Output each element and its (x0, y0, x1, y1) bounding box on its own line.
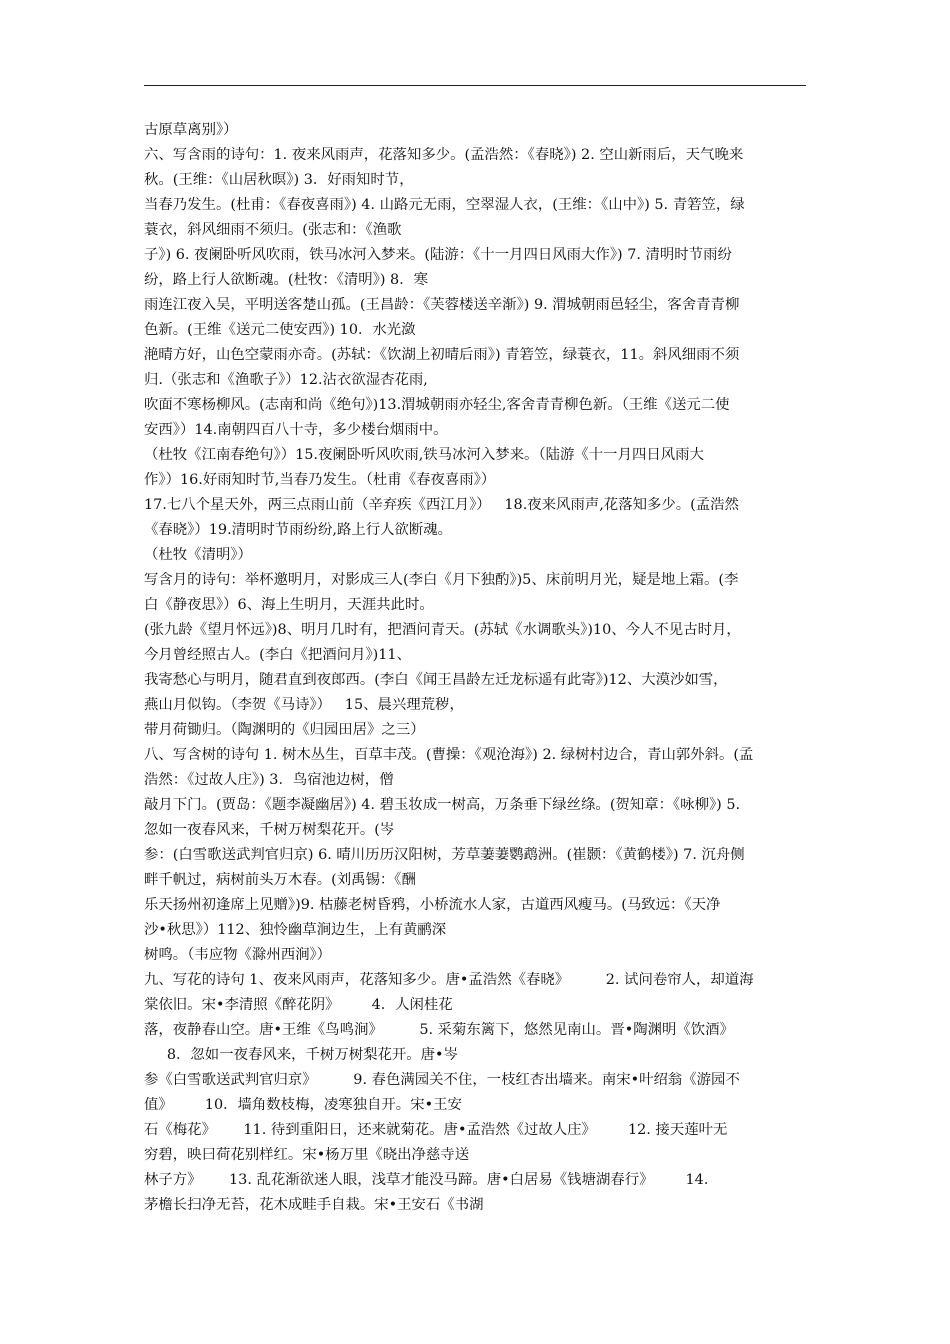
text-line: 乐天扬州初逢席上见赠》)9. 枯藤老树昏鸦，小桥流水人家，古道西风瘦马。(马致远：《天净 (144, 897, 721, 913)
text-line: 六、写含雨的诗句：1. 夜来风雨声，花落知多少。(孟浩然：《春晓》) 2. 空山新雨后，天气晚来 (144, 147, 744, 163)
text-line: 8．忽如一夜春风来，千树万树梨花开。唐•岑 (144, 1047, 458, 1063)
text-line: 今月曾经照古人。(李白《把酒问月》)11、 (144, 647, 411, 663)
text-line: 17.七八个星天外，两三点雨山前（辛弃疾《西江月》） 18.夜来风雨声,花落知多少。(孟浩然 (144, 497, 739, 513)
text-line: 古原草离别》） (144, 122, 238, 138)
text-line: 八、写含树的诗句 1. 树木丛生，百草丰茂。(曹操：《观沧海》) 2. 绿树村边合，青山郭外斜。(孟 (144, 747, 754, 763)
text-line: 沙•秋思》）112、独怜幽草涧边生，上有黄鹂深 (144, 922, 447, 938)
text-line: 九、写花的诗句 1、夜来风雨声，花落知多少。唐•孟浩然《春晓》 2. 试问卷帘人，却道海 (144, 972, 754, 988)
text-line: 忽如一夜春风来，千树万树梨花开。(岑 (144, 822, 395, 838)
text-line: 浩然：《过故人庄》) 3．鸟宿池边树，僧 (144, 772, 394, 788)
header-rule (144, 85, 806, 86)
document-body (144, 118, 808, 1218)
text-line: 写含月的诗句：举杯邀明月，对影成三人(李白《月下独酌》)5、床前明月光，疑是地上霜。(李 (144, 572, 739, 588)
text-line: 当春乃发生。(杜甫：《春夜喜雨》) 4. 山路元无雨，空翠湿人衣，(王维：《山中》) 5. 青箬笠，绿 (144, 197, 745, 213)
text-line: （杜牧《清明》） (144, 547, 252, 563)
text-line: 雨连江夜入吴，平明送客楚山孤。(王昌龄：《芙蓉楼送辛渐》) 9. 渭城朝雨邑轻尘，客舍青青柳 (144, 297, 740, 313)
text-line: (张九龄《望月怀远》)8、明月几时有，把酒问青天。(苏轼《水调歌头》)10、今人不见古时月， (144, 622, 741, 638)
text-line: 滟晴方好，山色空蒙雨亦奇。(苏轼：《饮湖上初晴后雨》) 青箬笠，绿蓑衣，11。斜风细雨不须 (144, 347, 740, 363)
text-line: 带月荷锄归。（陶渊明的《归园田居》之三） (144, 722, 425, 738)
text-line: 吹面不寒杨柳风。(志南和尚《绝句》)13.渭城朝雨亦轻尘,客舍青青柳色新。（王维《送元二使 (144, 397, 730, 413)
text-line: 安西》）14.南朝四百八十寺，多少楼台烟雨中。 (144, 422, 448, 438)
text-line: 参：(白雪歌送武判官归京) 6. 晴川历历汉阳树，芳草萋萋鹦鹉洲。(崔颢：《黄鹤楼》) 7. 沉舟侧 (144, 847, 745, 863)
text-line: 子》) 6. 夜阑卧听风吹雨，铁马冰河入梦来。(陆游：《十一月四日风雨大作》) 7. 清明时节雨纷 (144, 247, 732, 263)
text-line: 落，夜静春山空。唐•王维《鸟鸣涧》 5. 采菊东篱下，悠然见南山。晋•陶渊明《饮酒》 (144, 1022, 734, 1038)
text-line: 参《白雪歌送武判官归京》 9. 春色满园关不住，一枝红杏出墙来。南宋•叶绍翁《游园不 (144, 1072, 740, 1088)
text-line: 畔千帆过，病树前头万木春。(刘禹锡：《酬 (144, 872, 416, 888)
text-line: 白《静夜思》）6、海上生明月，天涯共此时。 (144, 597, 434, 613)
text-line: 秋。(王维：《山居秋暝》) 3．好雨知时节， (144, 172, 414, 188)
text-line: 棠依旧。宋•李清照《醉花阴》 4．人闲桂花 (144, 997, 453, 1013)
text-line: 燕山月似钩。（李贺《马诗》） 15、晨兴理荒秽， (144, 697, 464, 713)
text-line: 石《梅花》 11. 待到重阳日，还来就菊花。唐•孟浩然《过故人庄》 12. 接天莲叶无 (144, 1122, 728, 1138)
text-line: 敲月下门。(贾岛：《题李凝幽居》) 4. 碧玉妆成一树高，万条垂下绿丝绦。(贺知章：《咏柳》) 5. (144, 797, 741, 813)
text-line: 值》 10．墙角数枝梅，凌寒独自开。宋•王安 (144, 1097, 462, 1113)
text-line: （杜牧《江南春绝句》）15.夜阑卧听风吹雨,铁马冰河入梦来。（陆游《十一月四日风雨大 (144, 447, 704, 463)
text-line: 作》）16.好雨知时节,当春乃发生。（杜甫《春夜喜雨》） (144, 472, 496, 488)
text-line: 《春晓》）19.清明时节雨纷纷,路上行人欲断魂。 (144, 522, 453, 538)
text-line: 色新。(王维《送元二使安西》) 10．水光潋 (144, 322, 416, 338)
text-line: 茅檐长扫净无苔，花木成畦手自栽。宋•王安石《书湖 (144, 1197, 484, 1213)
text-line: 林子方》 13. 乱花渐欲迷人眼，浅草才能没马蹄。唐•白居易《钱塘湖春行》 14． (144, 1172, 719, 1188)
text-line: 穷碧，映曰荷花别样红。宋•杨万里《晓出净慈寺送 (144, 1147, 470, 1163)
text-line: 归.（张志和《渔歌子》）12.沾衣欲湿杏花雨, (144, 372, 428, 388)
text-line: 纷，路上行人欲断魂。(杜牧：《清明》) 8．寒 (144, 272, 428, 288)
text-line: 我寄愁心与明月，随君直到夜郎西。(李白《闻王昌龄左迁龙标遥有此寄》)12、大漠沙如雪， (144, 672, 728, 688)
text-line: 蓑衣，斜风细雨不须归。(张志和：《渔歌 (144, 222, 402, 238)
text-line: 树鸣。（韦应物《滁州西涧》） (144, 947, 332, 963)
